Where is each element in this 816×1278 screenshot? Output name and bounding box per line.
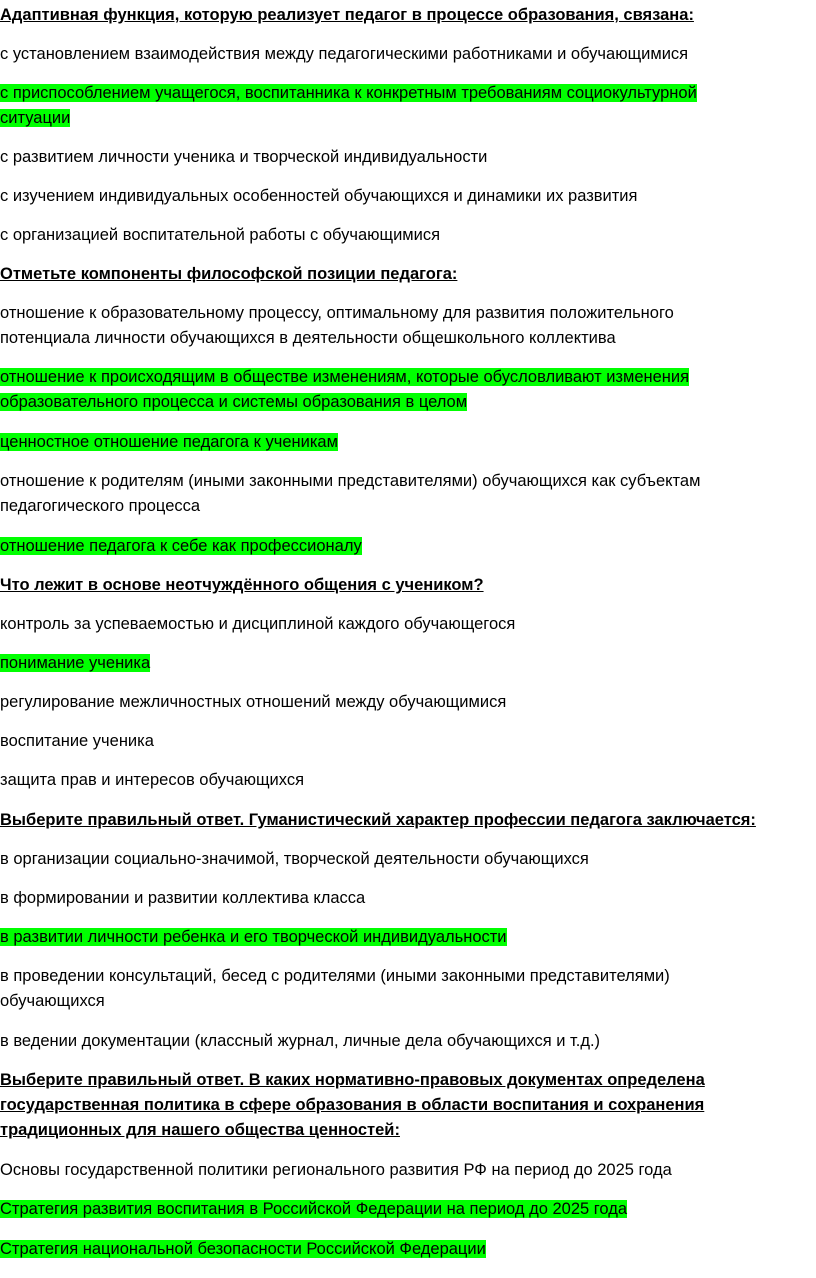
answer-option-correct: Стратегия национальной безопасности Российской Федерации — [0, 1240, 486, 1258]
answer-option-correct: в развитии личности ребенка и его творческой индивидуальности — [0, 928, 507, 946]
question-title: Выберите правильный ответ. Гуманистический характер профессии педагога заключается: — [0, 811, 756, 829]
question-title: Адаптивная функция, которую реализует педагог в процессе образования, связана: — [0, 6, 694, 24]
answer-option: регулирование межличностных отношений между обучающимися — [0, 693, 507, 711]
answer-option: защита прав и интересов обучающихся — [0, 771, 305, 789]
question-title: Отметьте компоненты философской позиции педагога: — [0, 265, 458, 283]
answer-option: с изучением индивидуальных особенностей обучающихся и динамики их развития — [0, 187, 638, 205]
answer-option: в проведении консультаций, бесед с родителями (иными законными представителями) обучающихся — [0, 967, 670, 1010]
answer-option: контроль за успеваемостью и дисциплиной каждого обучающегося — [0, 615, 516, 633]
answer-option: с развитием личности ученика и творческой индивидуальности — [0, 148, 488, 166]
answer-option-correct: с приспособлением учащегося, воспитанника к конкретным требованиям социокультурной ситуации — [0, 84, 697, 127]
answer-option: отношение к образовательному процессу, оптимальному для развития положительного потенциала личности обучающихся в деятельности общешкольного коллектива — [0, 304, 674, 347]
answer-option-correct: отношение педагога к себе как профессионалу — [0, 537, 362, 555]
answer-option-correct: отношение к происходящим в обществе изменениям, которые обусловливают изменения образовательного процесса и системы образования в целом — [0, 368, 690, 411]
answer-option: воспитание ученика — [0, 732, 154, 750]
question-title: Выберите правильный ответ. В каких нормативно-правовых документах определена государственная политика в сфере образования в области воспитания и сохранения традиционных для нашего общества ценностей: — [0, 1071, 705, 1139]
answer-option: с установлением взаимодействия между педагогическими работниками и обучающимися — [0, 45, 689, 63]
answer-option: в организации социально-значимой, творческой деятельности обучающихся — [0, 850, 589, 868]
answer-option: отношение к родителям (иными законными представителями) обучающихся как субъектам педагогического процесса — [0, 472, 701, 515]
answer-option: с организацией воспитательной работы с обучающимися — [0, 226, 441, 244]
answer-option: Основы государственной политики регионального развития РФ на период до 2025 года — [0, 1161, 672, 1179]
answer-option-correct: ценностное отношение педагога к ученикам — [0, 433, 338, 451]
answer-option-correct: Стратегия развития воспитания в Российской Федерации на период до 2025 года — [0, 1200, 628, 1218]
answer-option: в ведении документации (классный журнал, личные дела обучающихся и т.д.) — [0, 1032, 601, 1050]
answer-option: в формировании и развитии коллектива класса — [0, 889, 366, 907]
answer-option-correct: понимание ученика — [0, 654, 151, 672]
question-title: Что лежит в основе неотчуждённого общения с учеником? — [0, 576, 484, 594]
